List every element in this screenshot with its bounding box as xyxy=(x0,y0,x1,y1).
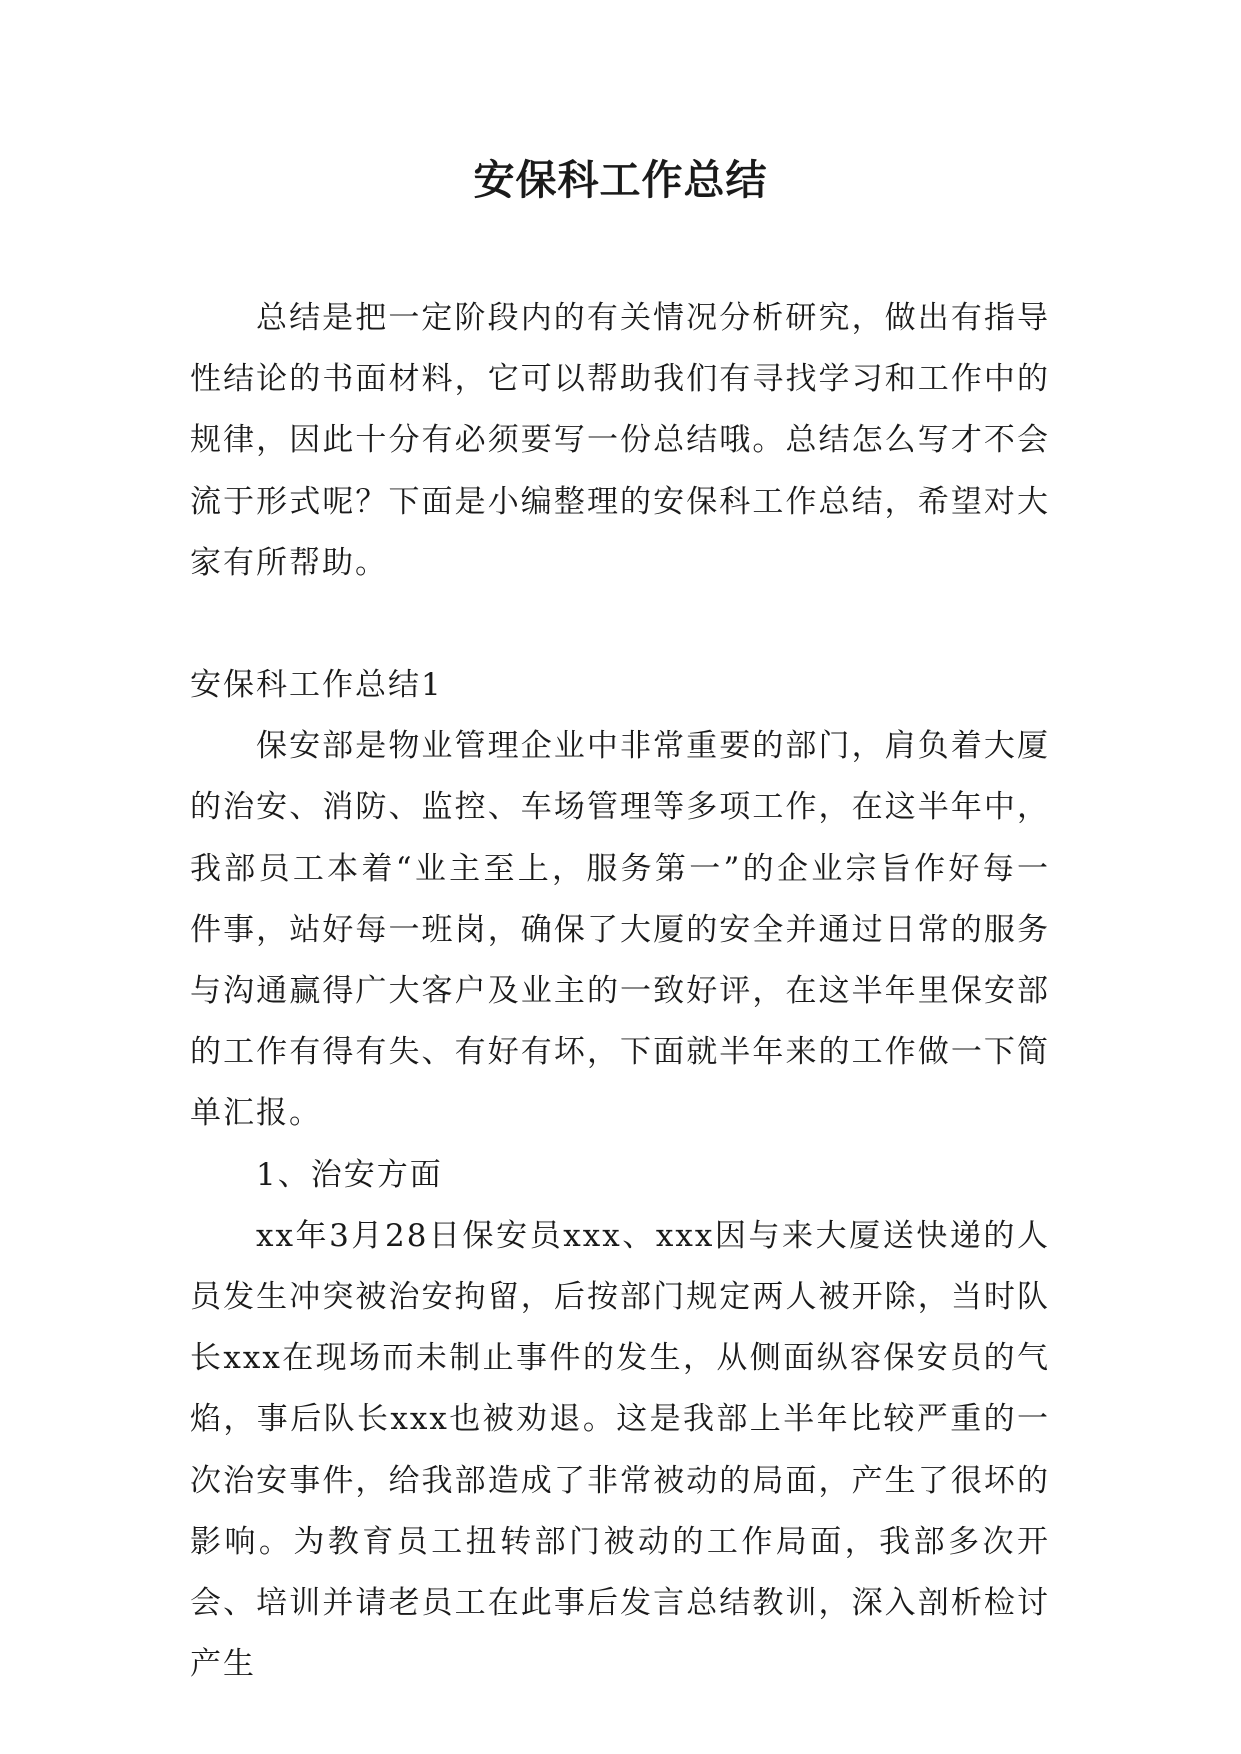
subheading-security: 1、治安方面 xyxy=(256,1156,443,1193)
section-heading: 安保科工作总结1 xyxy=(190,667,443,704)
section-paragraph-1: 保安部是物业管理企业中非常重要的部门，肩负着大厦的治安、消防、监控、车场管理等多项工作，在这半年中，我部员工本着“业主至上，服务第一”的企业宗旨作好每一件事，站好每一班岗，确保了大厦的安全并通过日常的服务与沟通赢得广大客户及业主的一致好评，在这半年里保安部的工作有得有失、有好有坏，下面就半年来的工作做一下简单汇报。 xyxy=(190,728,1050,1132)
document-title: 安保科工作总结 xyxy=(473,156,768,204)
section-paragraph-2: xx年3月28日保安员xxx、xxx因与来大厦送快递的人员发生冲突被治安拘留，后按部门规定两人被开除，当时队长xxx在现场而未制止事件的发生，从侧面纵容保安员的气焰，事后队长xxx也被劝退。这是我部上半年比较严重的一次治安事件，给我部造成了非常被动的局面，产生了很坏的影响。为教育员工扭转部门被动的工作局面，我部多次开会、培训并请老员工在此事后发言总结教训，深入剖析检讨产生 xyxy=(190,1217,1050,1683)
intro-paragraph: 总结是把一定阶段内的有关情况分析研究，做出有指导性结论的书面材料，它可以帮助我们有寻找学习和工作中的规律，因此十分有必须要写一份总结哦。总结怎么写才不会流于形式呢？下面是小编整理的安保科工作总结，希望对大家有所帮助。 xyxy=(190,300,1050,581)
document-body xyxy=(190,288,1050,1695)
